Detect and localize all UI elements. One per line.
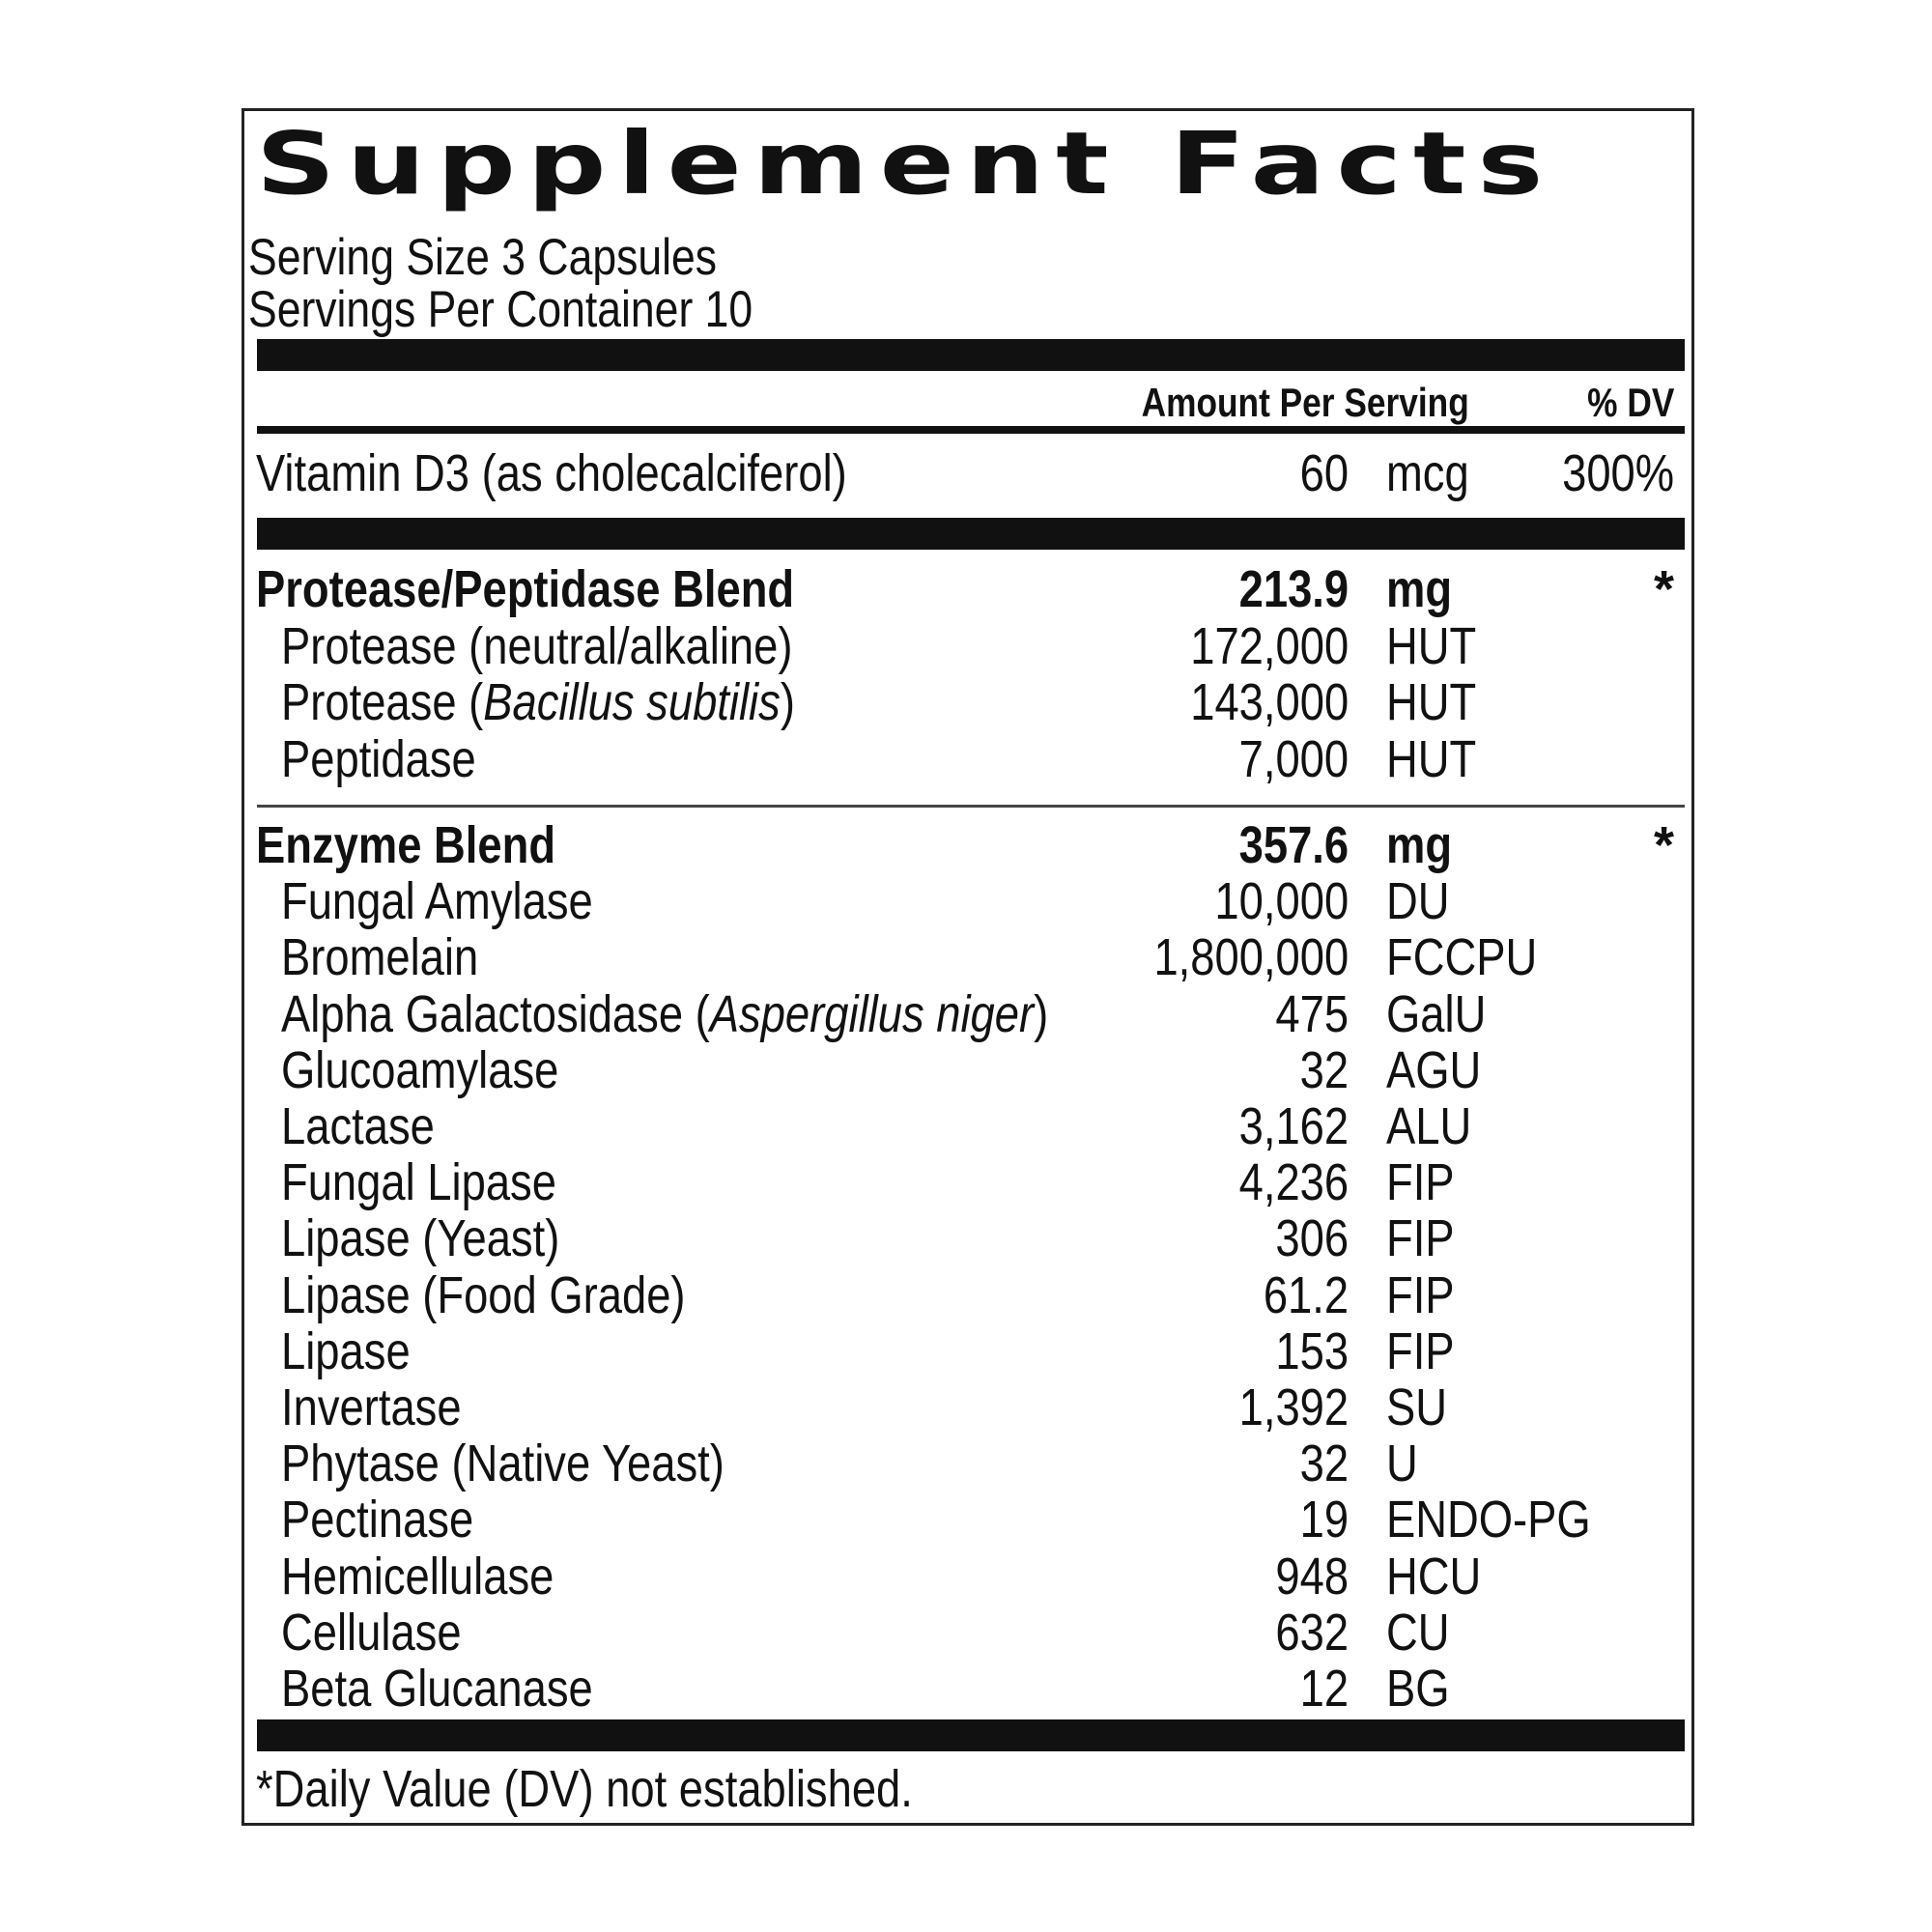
ingredient-row [244,618,1691,674]
ingredient-row [244,1605,1691,1661]
ingredient-row [244,1661,1691,1717]
ingredient-row [244,1154,1691,1210]
ingredient-unit: HUT [1386,616,1477,675]
footnote: *Daily Value (DV) not established. [256,1760,913,1818]
ingredient-amount: 1,392 [1238,1378,1349,1436]
ingredient-name: Glucoamylase [281,1040,559,1099]
ingredient-unit: ALU [1386,1097,1472,1155]
ingredient-unit: SU [1386,1378,1448,1436]
ingredient-name: Fungal Amylase [281,872,593,931]
ingredient-unit: AGU [1386,1040,1482,1099]
ingredient-row [244,1210,1691,1266]
ingredient-name: Lipase (Yeast) [281,1209,560,1268]
ingredient-name: Pectinase [281,1491,474,1549]
ingredient-name-part: ) [1034,984,1049,1043]
ingredient-unit: DU [1386,872,1450,931]
ingredient-name: Lipase [281,1321,411,1380]
ingredient-unit: FIP [1386,1153,1455,1212]
ingredient-name-italic: Aspergillus niger [709,984,1035,1043]
ingredient-name: Hemicellulase [281,1547,554,1605]
ingredient-name: Invertase [281,1378,462,1436]
ingredient-row [244,1548,1691,1605]
ingredient-amount: 3,162 [1238,1097,1349,1155]
ingredient-row [244,1435,1691,1492]
ingredient-unit: FCCPU [1386,928,1538,987]
ingredient-row [244,1323,1691,1379]
ingredient-unit: HUT [1386,729,1477,788]
protease-blend-unit: mg [1386,560,1453,618]
enzyme-blend-name: Enzyme Blend [256,816,556,874]
vitamin-unit: mcg [1386,444,1469,502]
protease-blend-amount: 213.9 [1238,560,1349,618]
thick-divider-bottom [257,1719,1685,1751]
ingredient-unit: FIP [1386,1321,1455,1380]
panel-title: Supplement Facts [256,113,1555,214]
ingredient-amount: 143,000 [1190,673,1349,731]
ingredient-amount: 10,000 [1214,872,1349,931]
vitamin-dv: 300% [1561,444,1674,502]
enzyme-blend-header-row [244,817,1691,873]
ingredient-name: Lactase [281,1097,435,1155]
protease-blend-header-row [244,561,1691,617]
enzyme-blend-amount: 357.6 [1238,816,1349,874]
thick-divider-top [257,339,1685,371]
ingredient-name-italic: Bacillus subtilis [483,673,781,731]
ingredient-amount: 32 [1299,1435,1349,1493]
serving-size: Serving Size 3 Capsules [248,229,718,286]
ingredient-amount: 153 [1275,1321,1349,1380]
ingredient-unit: CU [1386,1603,1450,1662]
ingredient-row [244,1042,1691,1098]
ingredient-amount: 632 [1275,1603,1349,1662]
protease-blend-name: Protease/Peptidase Blend [256,560,795,618]
ingredient-amount: 948 [1275,1547,1349,1605]
ingredient-amount: 306 [1275,1209,1349,1268]
ingredient-amount: 7,000 [1238,729,1349,788]
ingredient-row [244,1492,1691,1548]
ingredient-name-part: ) [780,673,795,731]
ingredient-unit: FIP [1386,1209,1455,1268]
ingredient-name: Peptidase [281,729,476,788]
asterisk-marker: * [1653,816,1674,874]
ingredient-name: Phytase (Native Yeast) [281,1435,724,1493]
ingredient-row [244,731,1691,787]
ingredient-unit: HCU [1386,1547,1482,1605]
supplement-facts-panel [242,108,1694,1826]
ingredient-amount: 4,236 [1238,1153,1349,1212]
ingredient-name [281,674,795,730]
header-daily-value: % DV [1586,380,1674,425]
ingredient-amount: 1,800,000 [1153,928,1349,987]
enzyme-blend-unit: mg [1386,816,1453,874]
vitamin-amount: 60 [1299,444,1349,502]
ingredient-row [244,1098,1691,1154]
ingredient-name: Lipase (Food Grade) [281,1265,686,1324]
ingredient-unit: U [1386,1435,1418,1493]
ingredient-row [244,674,1691,730]
vitamin-name: Vitamin D3 (as cholecalciferol) [256,444,847,502]
ingredient-name: Fungal Lipase [281,1153,556,1212]
ingredient-amount: 61.2 [1263,1265,1349,1324]
ingredient-unit: FIP [1386,1265,1455,1324]
medium-divider [257,426,1685,434]
ingredient-name: Cellulase [281,1603,462,1662]
ingredient-unit: HUT [1386,673,1477,731]
thick-divider-middle [257,518,1685,550]
ingredient-name: Beta Glucanase [281,1660,593,1718]
ingredient-row [244,929,1691,985]
ingredient-name-part: Alpha Galactosidase ( [281,984,710,1043]
ingredient-name [281,986,1048,1042]
ingredient-name-part: Protease ( [281,673,484,731]
ingredient-unit: GalU [1386,984,1487,1043]
ingredient-row [244,986,1691,1042]
thin-divider [257,805,1685,808]
ingredient-row [244,1267,1691,1323]
ingredient-amount: 19 [1299,1491,1349,1549]
ingredient-amount: 32 [1299,1040,1349,1099]
servings-per-container: Servings Per Container 10 [248,281,753,338]
ingredient-amount: 475 [1275,984,1349,1043]
ingredient-amount: 172,000 [1190,616,1349,675]
ingredient-name: Bromelain [281,928,479,987]
ingredient-row [244,873,1691,929]
ingredient-unit: BG [1386,1660,1450,1718]
ingredient-amount: 12 [1299,1660,1349,1718]
ingredient-name: Protease (neutral/alkaline) [281,616,793,675]
vitamin-row [244,445,1691,501]
ingredient-row [244,1379,1691,1435]
header-amount-per-serving: Amount Per Serving [1141,380,1469,425]
asterisk-marker: * [1653,560,1674,618]
ingredient-unit: ENDO-PG [1386,1491,1591,1549]
